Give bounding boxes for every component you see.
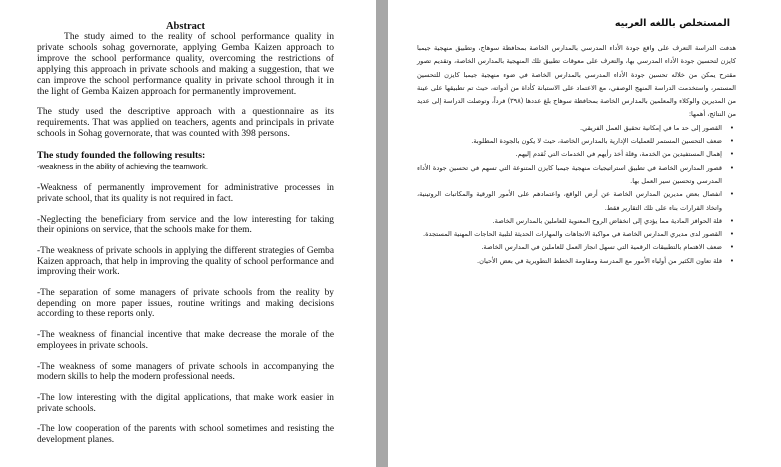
abstract-method: The study used the descriptive approach with a questionnaire as its requirements. That was applied on teachers, agents and principals in private schools in Sohag governorate, that was counted with 398 persons. <box>37 106 334 140</box>
arabic-result-text: القصور إلى حد ما في إمكانية تحقيق العمل الفريقي. <box>579 123 722 132</box>
arabic-abstract-page <box>388 0 781 467</box>
arabic-result-item <box>417 255 734 268</box>
arabic-result-item <box>417 135 734 148</box>
arabic-results-list <box>417 122 736 268</box>
bullet-icon: • <box>729 137 734 146</box>
result-item: -The weakness of financial incentive that make decrease the morale of the employees in private schools. <box>37 330 334 351</box>
arabic-result-text: ضعف الاهتمام بالتطبيقات الرقمية التي تسهل انجاز العمل للعاملين في المدارس الخاصة. <box>481 243 722 252</box>
arabic-result-text: إهمال المستفيدين من الخدمة، وقلة أخذ رأيهم في الخدمات التي تُقدم إليهم. <box>515 150 722 159</box>
english-abstract-page <box>0 0 376 467</box>
bullet-icon: • <box>729 216 734 225</box>
bullet-icon: • <box>729 243 734 252</box>
bullet-icon: • <box>729 256 734 265</box>
arabic-result-text: القصور لدى مديري المدارس الخاصة في مواكبة الاتجاهات والمهارات الحديثة لتلبية الحاجات المهنية المستجدة. <box>422 230 722 239</box>
arabic-abstract-intro: هدفت الدراسة التعرف على واقع جودة الأداء المدرسي بالمدارس الخاصة بمحافظة سوهاج، وتطبيق منهجية جيمبا كايزن لتحسين جودة الأداء المدرسي بها، والتعرف على معوقات تطبيق تلك المنهجية بالمدارس الخاصة، وتقديم تصور مقترح يمكن من خلاله تحسين جودة الأداء المدرسي بالمدارس الخاصة في ضوء منهجية جيمبا كايزن للتحسين المستمر، واستخدمت الدراسة المنهج الوصفي، مع الاعتماد على الاستبانة كأداة من أدواته، حيث تم تطبيقها على عينة من المديرين والوكلاء والمعلمين بالمدارس الخاصة بمحافظة سوهاج بلغ عددها (٣٩٨) فرداً، وتوصلت الدراسة إلى عديد من النتائج، أهمها: <box>417 44 736 119</box>
arabic-result-text: قصور المدارس الخاصة في تطبيق استراتيجيات منهجية جيمبا كايزن المتنوعة التي تسهم في تحسين جودة الأداء المدرسي وتحسين سير العمل بها. <box>417 163 722 185</box>
arabic-result-item <box>417 148 734 161</box>
arabic-result-item <box>417 215 734 228</box>
abstract-title: Abstract <box>165 21 206 32</box>
arabic-result-text: ضعف التحسين المستمر للعمليات الإدارية بالمدارس الخاصة، حيث لا يكون بالجودة المطلوبة. <box>471 137 722 146</box>
result-item: -The separation of some managers of private schools from the reality by depending on more paper issues, routine writings and making decisions according to these reports only. <box>37 288 334 320</box>
bullet-icon: • <box>729 150 734 159</box>
result-item: -Weakness of permanently improvement for administrative processes in private school, that its quality is not required in fact. <box>37 183 334 204</box>
first-result: -weakness in the ability of achieving the teamwork. <box>37 162 208 172</box>
arabic-result-text: قلة الحوافز المادية مما يؤدي إلى انخفاض الروح المعنوية للعاملين بالمدارس الخاصة. <box>492 216 722 225</box>
arabic-result-item <box>417 241 734 254</box>
result-item: -The low interesting with the digital applications, that make work easier in private schools. <box>37 393 334 414</box>
arabic-result-item <box>417 122 734 135</box>
result-item: -The weakness of private schools in applying the different strategies of Gemba Kaizen approach, that help in improving the quality of school performance and improving their work. <box>37 245 334 278</box>
results-list <box>37 183 334 446</box>
arabic-abstract-title: المستخلص باللغه العربيه <box>614 18 730 29</box>
result-item: -The low cooperation of the parents with school sometimes and resisting the development planes. <box>37 424 334 446</box>
arabic-result-item <box>417 162 734 189</box>
arabic-result-text: قلة تعاون الكثير من أولياء الأمور مع المدرسة ومقاومة الخطط التطويرية في بعض الأحيان. <box>477 256 722 265</box>
arabic-result-item <box>417 188 734 215</box>
arabic-result-item <box>417 228 734 241</box>
results-heading: The study founded the following results: <box>37 150 206 162</box>
result-item: -Neglecting the beneficiary from service and the low interesting for taking their opinions on service, that the schools make for them. <box>37 214 334 236</box>
abstract-intro: The study aimed to the reality of school performance quality in private schools sohag governorate, applying Gemba Kaizen approach to improve the school performance quality, overcoming the restrictions of applying this approach in private schools and making a suggestion, that we can improve the school performance quality in private school through it in the light of Gemba Kaizen approach for permanently improvement. <box>37 31 334 97</box>
bullet-icon: • <box>729 163 734 172</box>
bullet-icon: • <box>729 230 734 239</box>
result-item: -The weakness of some managers of private schools in accompanying the modern skills to help the modern professional needs. <box>37 361 334 383</box>
arabic-result-text: انفصال بعض مديرين المدارس الخاصة عن أرض الواقع، واعتمادهم على الأمور الورقية والمكاتبات الروتينية، واتخاذ القرارات بناء على تلك التقارير فقط. <box>417 190 722 212</box>
bullet-icon: • <box>729 123 734 132</box>
bullet-icon: • <box>729 190 734 199</box>
